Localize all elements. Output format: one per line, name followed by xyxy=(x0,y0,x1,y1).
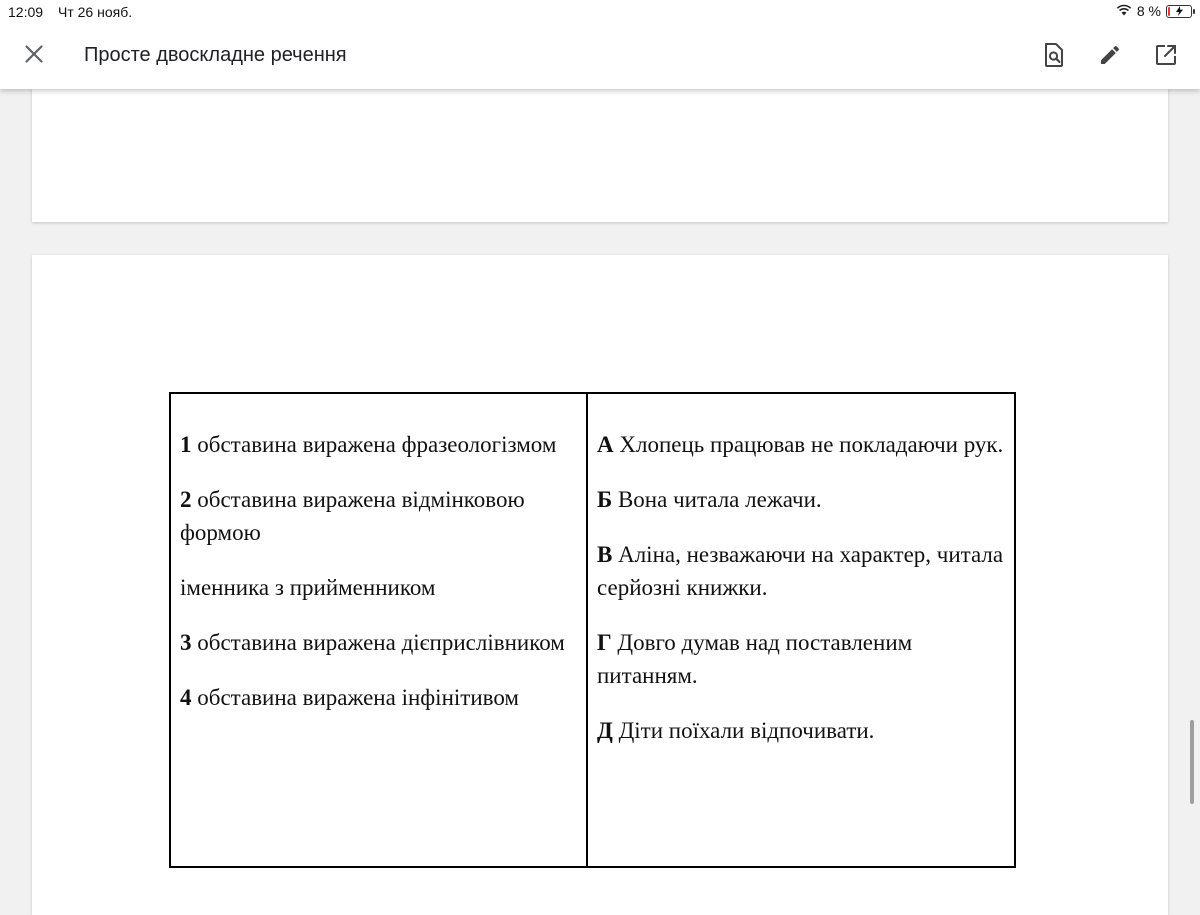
find-in-page-icon xyxy=(1043,42,1065,73)
list-item: іменника з прийменником xyxy=(180,575,436,600)
list-item: Б Вона читала лежачи. xyxy=(597,487,822,512)
left-column xyxy=(170,393,587,867)
close-button[interactable] xyxy=(14,36,54,76)
status-indicators xyxy=(1116,3,1192,19)
status-date: Чт 26 нояб. xyxy=(58,4,133,20)
list-item: А Хлопець працював не покладаючи рук. xyxy=(597,432,1004,457)
document-page xyxy=(32,255,1168,915)
list-item: 2 обставина виражена відмінковою формою xyxy=(180,487,525,545)
scrollbar[interactable] xyxy=(1190,720,1194,804)
app-bar xyxy=(0,24,1200,89)
open-in-new-icon xyxy=(1154,43,1178,72)
find-in-page-button[interactable] xyxy=(1034,37,1074,77)
edit-button[interactable] xyxy=(1090,37,1130,77)
status-time: 12:09 xyxy=(8,4,44,20)
battery-percent: 8 % xyxy=(1136,3,1161,19)
close-icon xyxy=(24,44,44,69)
list-item: Г Довго думав над поставленим питанням. xyxy=(597,630,913,688)
wifi-icon xyxy=(1116,3,1132,19)
list-item: 4 обставина виражена інфінітивом xyxy=(180,685,519,710)
open-in-new-button[interactable] xyxy=(1146,37,1186,77)
list-item: Д Діти поїхали відпочивати. xyxy=(597,718,875,743)
matching-table xyxy=(169,392,1016,868)
list-item: 1 обставина виражена фразеологізмом xyxy=(180,432,557,457)
list-item: В Аліна, незважаючи на характер, читала серйозні книжки. xyxy=(597,542,1004,600)
right-column xyxy=(587,393,1015,867)
edit-icon xyxy=(1098,43,1122,72)
status-bar xyxy=(0,0,1200,24)
list-item: 3 обставина виражена дієприслівником xyxy=(180,630,565,655)
document-title: Просте двоскладне речення xyxy=(84,44,347,66)
document-page-previous xyxy=(32,80,1168,222)
battery-icon xyxy=(1166,5,1192,18)
